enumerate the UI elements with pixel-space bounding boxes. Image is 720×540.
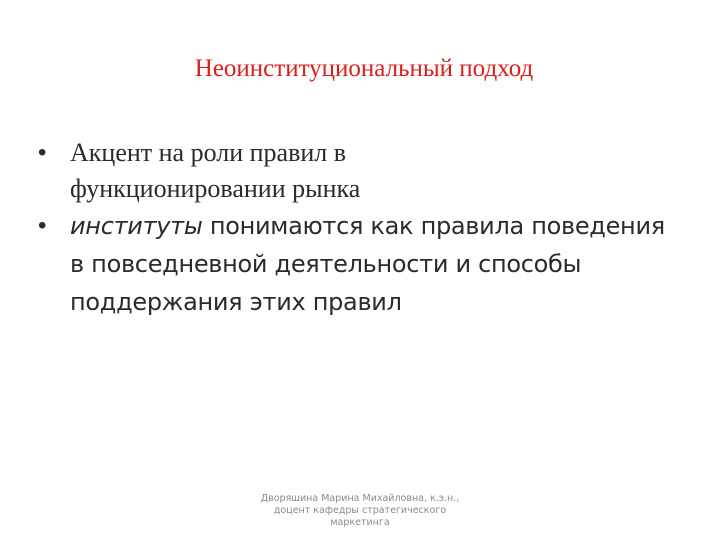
bullet-text: Акцент на роли правил в функционировании рынка [70,138,361,203]
footer-author: Дворяшина Марина Михайловна, к.э.н., [260,493,460,504]
bullet-marker: • [38,139,47,166]
bullet-marker: • [38,212,47,239]
slide-title: Неоинституциональный подход [194,55,534,82]
footer-department: маркетинга [330,517,390,528]
bullet-list [38,135,678,321]
slide-footer [235,493,485,529]
footer-position: доцент кафедры стратегического [273,505,447,516]
bullet-item [38,135,470,207]
bullet-item [38,207,678,321]
bullet-emphasis: институты [70,212,203,240]
bullet-text: понимаются как правила поведения в повседневной деятельности и способы поддержания этих правил [70,212,665,316]
